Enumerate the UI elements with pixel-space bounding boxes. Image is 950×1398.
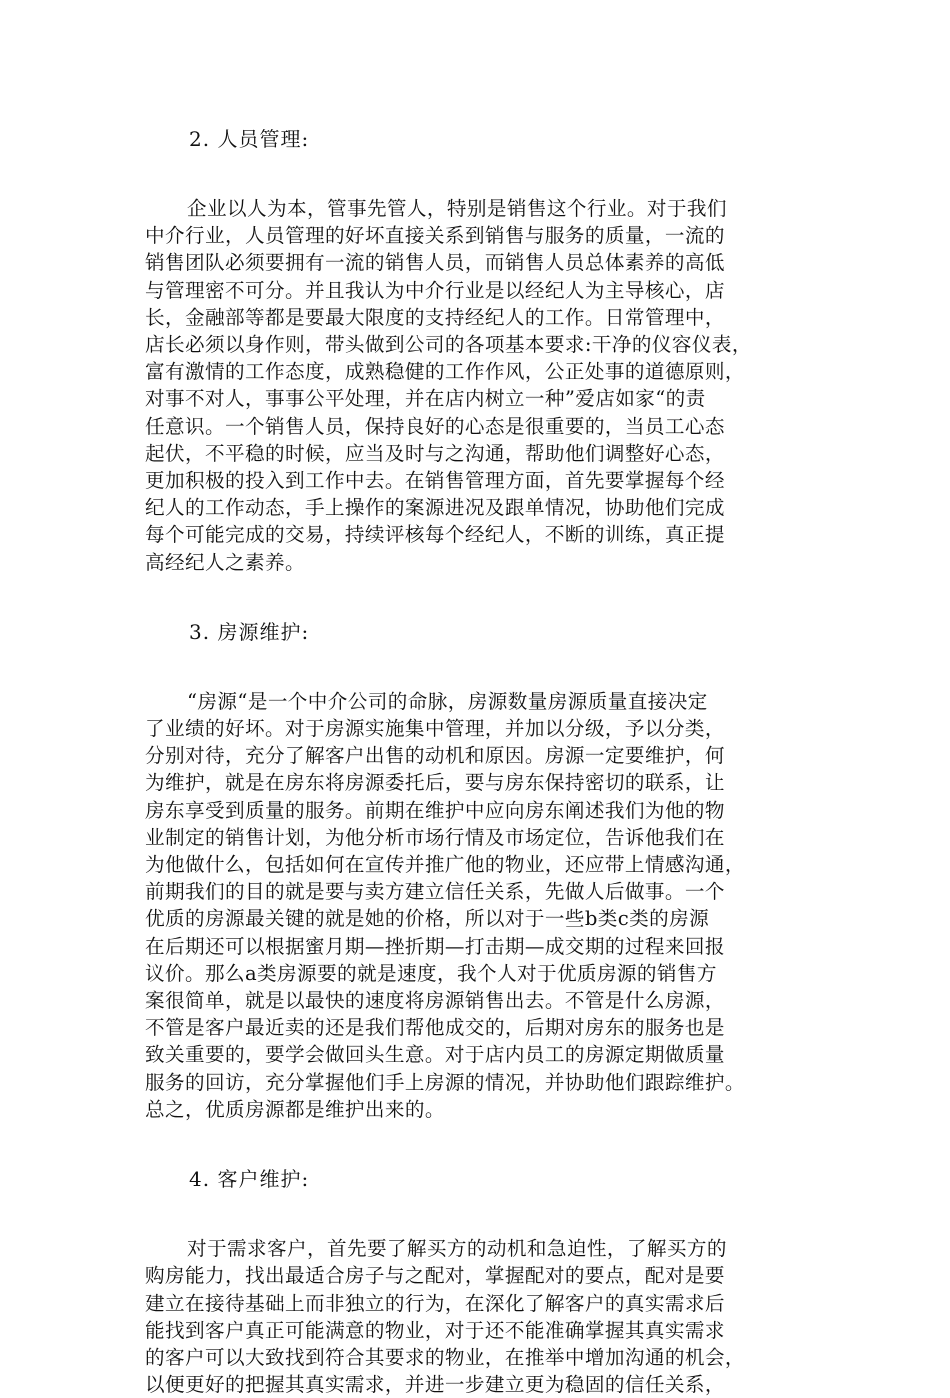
paragraph-line: 富有激情的工作态度，成熟稳健的工作作风，公正处事的道德原则， — [145, 360, 745, 384]
section-paragraph — [145, 195, 810, 576]
paragraph-line: 纪人的工作动态，手上操作的案源进况及跟单情况，协助他们完成 — [145, 496, 725, 520]
paragraph-line: 中介行业，人员管理的好坏直接关系到销售与服务的质量，一流的 — [145, 224, 725, 248]
paragraph-line: 分别对待，充分了解客户出售的动机和原因。房源一定要维护，何 — [145, 744, 725, 768]
paragraph-line: 优质的房源最关键的就是她的价格，所以对于一些b类c类的房源 — [145, 907, 710, 931]
paragraph-line: 能找到客户真正可能满意的物业，对于还不能准确掌握其真实需求 — [145, 1318, 725, 1342]
paragraph-line: 议价。那么a类房源要的就是速度，我个人对于优质房源的销售方 — [145, 961, 717, 985]
paragraph-line: 建立在接待基础上而非独立的行为，在深化了解客户的真实需求后 — [145, 1291, 725, 1315]
paragraph-line: 为维护，就是在房东将房源委托后，要与房东保持密切的联系，让 — [145, 771, 725, 795]
section-customer-maintenance — [145, 1161, 810, 1398]
section-heading: 3. 房源维护: — [189, 619, 310, 644]
paragraph-line: 业制定的销售计划，为他分析市场行情及市场定位，告诉他我们在 — [145, 825, 725, 849]
paragraph-line: 任意识。一个销售人员，保持良好的心态是很重要的，当员工心态 — [145, 414, 725, 438]
paragraph-line: 店长必须以身作则，带头做到公司的各项基本要求:干净的仪容仪表， — [145, 333, 752, 357]
paragraph-line: 服务的回访，充分掌握他们手上房源的情况，并协助他们跟踪维护。 — [145, 1070, 745, 1094]
paragraph-line: 每个可能完成的交易，持续评核每个经纪人，不断的训练，真正提 — [145, 523, 725, 547]
paragraph-line: 房东享受到质量的服务。前期在维护中应向房东阐述我们为他的物 — [145, 798, 725, 822]
paragraph-line: 案很简单，就是以最快的速度将房源销售出去。不管是什么房源， — [145, 989, 725, 1013]
document-body — [145, 121, 810, 1398]
paragraph-line: 了业绩的好坏。对于房源实施集中管理，并加以分级，予以分类， — [145, 717, 725, 741]
paragraph-line: 致关重要的，要学会做回头生意。对于店内员工的房源定期做质量 — [145, 1043, 725, 1067]
paragraph-line: 对事不对人，事事公平处理，并在店内树立一种”爱店如家“的责 — [145, 387, 706, 411]
paragraph-line: 前期我们的目的就是要与卖方建立信任关系，先做人后做事。一个 — [145, 880, 725, 904]
paragraph-line: 的客户可以大致找到符合其要求的物业，在推举中增加沟通的机会， — [145, 1345, 745, 1369]
paragraph-line: 不管是客户最近卖的还是我们帮他成交的，后期对房东的服务也是 — [145, 1016, 725, 1040]
paragraph-line: “房源“是一个中介公司的命脉，房源数量房源质量直接决定 — [187, 689, 708, 713]
paragraph-line: 长，金融部等都是要最大限度的支持经纪人的工作。日常管理中， — [145, 305, 725, 329]
section-paragraph — [145, 1235, 810, 1398]
paragraph-line: 高经纪人之素养。 — [145, 550, 305, 574]
paragraph-line: 总之，优质房源都是维护出来的。 — [145, 1097, 445, 1121]
paragraph-line: 购房能力，找出最适合房子与之配对，掌握配对的要点，配对是要 — [145, 1264, 725, 1288]
section-paragraph — [145, 688, 810, 1123]
paragraph-line: 对于需求客户，首先要了解买方的动机和急迫性，了解买方的 — [187, 1237, 727, 1261]
paragraph-line: 起伏，不平稳的时候，应当及时与之沟通，帮助他们调整好心态， — [145, 441, 725, 465]
section-heading: 2. 人员管理: — [189, 127, 310, 151]
paragraph-line: 为他做什么，包括如何在宣传并推广他的物业，还应带上情感沟通， — [145, 853, 745, 877]
paragraph-line: 更加积极的投入到工作中去。在销售管理方面，首先要掌握每个经 — [145, 469, 725, 493]
section-listing-maintenance — [145, 614, 810, 1161]
paragraph-line: 在后期还可以根据蜜月期—挫折期—打击期—成交期的过程来回报 — [145, 934, 725, 958]
paragraph-line: 企业以人为本，管事先管人，特别是销售这个行业。对于我们 — [187, 197, 727, 220]
section-personnel-management — [145, 121, 810, 614]
paragraph-line: 与管理密不可分。并且我认为中介行业是以经纪人为主导核心，店 — [145, 278, 725, 302]
section-heading: 4. 客户维护: — [189, 1167, 310, 1192]
paragraph-line: 以便更好的把握其真实需求，并进一步建立更为稳固的信任关系， — [145, 1373, 725, 1397]
paragraph-line: 销售团队必须要拥有一流的销售人员，而销售人员总体素养的高低 — [145, 251, 725, 275]
